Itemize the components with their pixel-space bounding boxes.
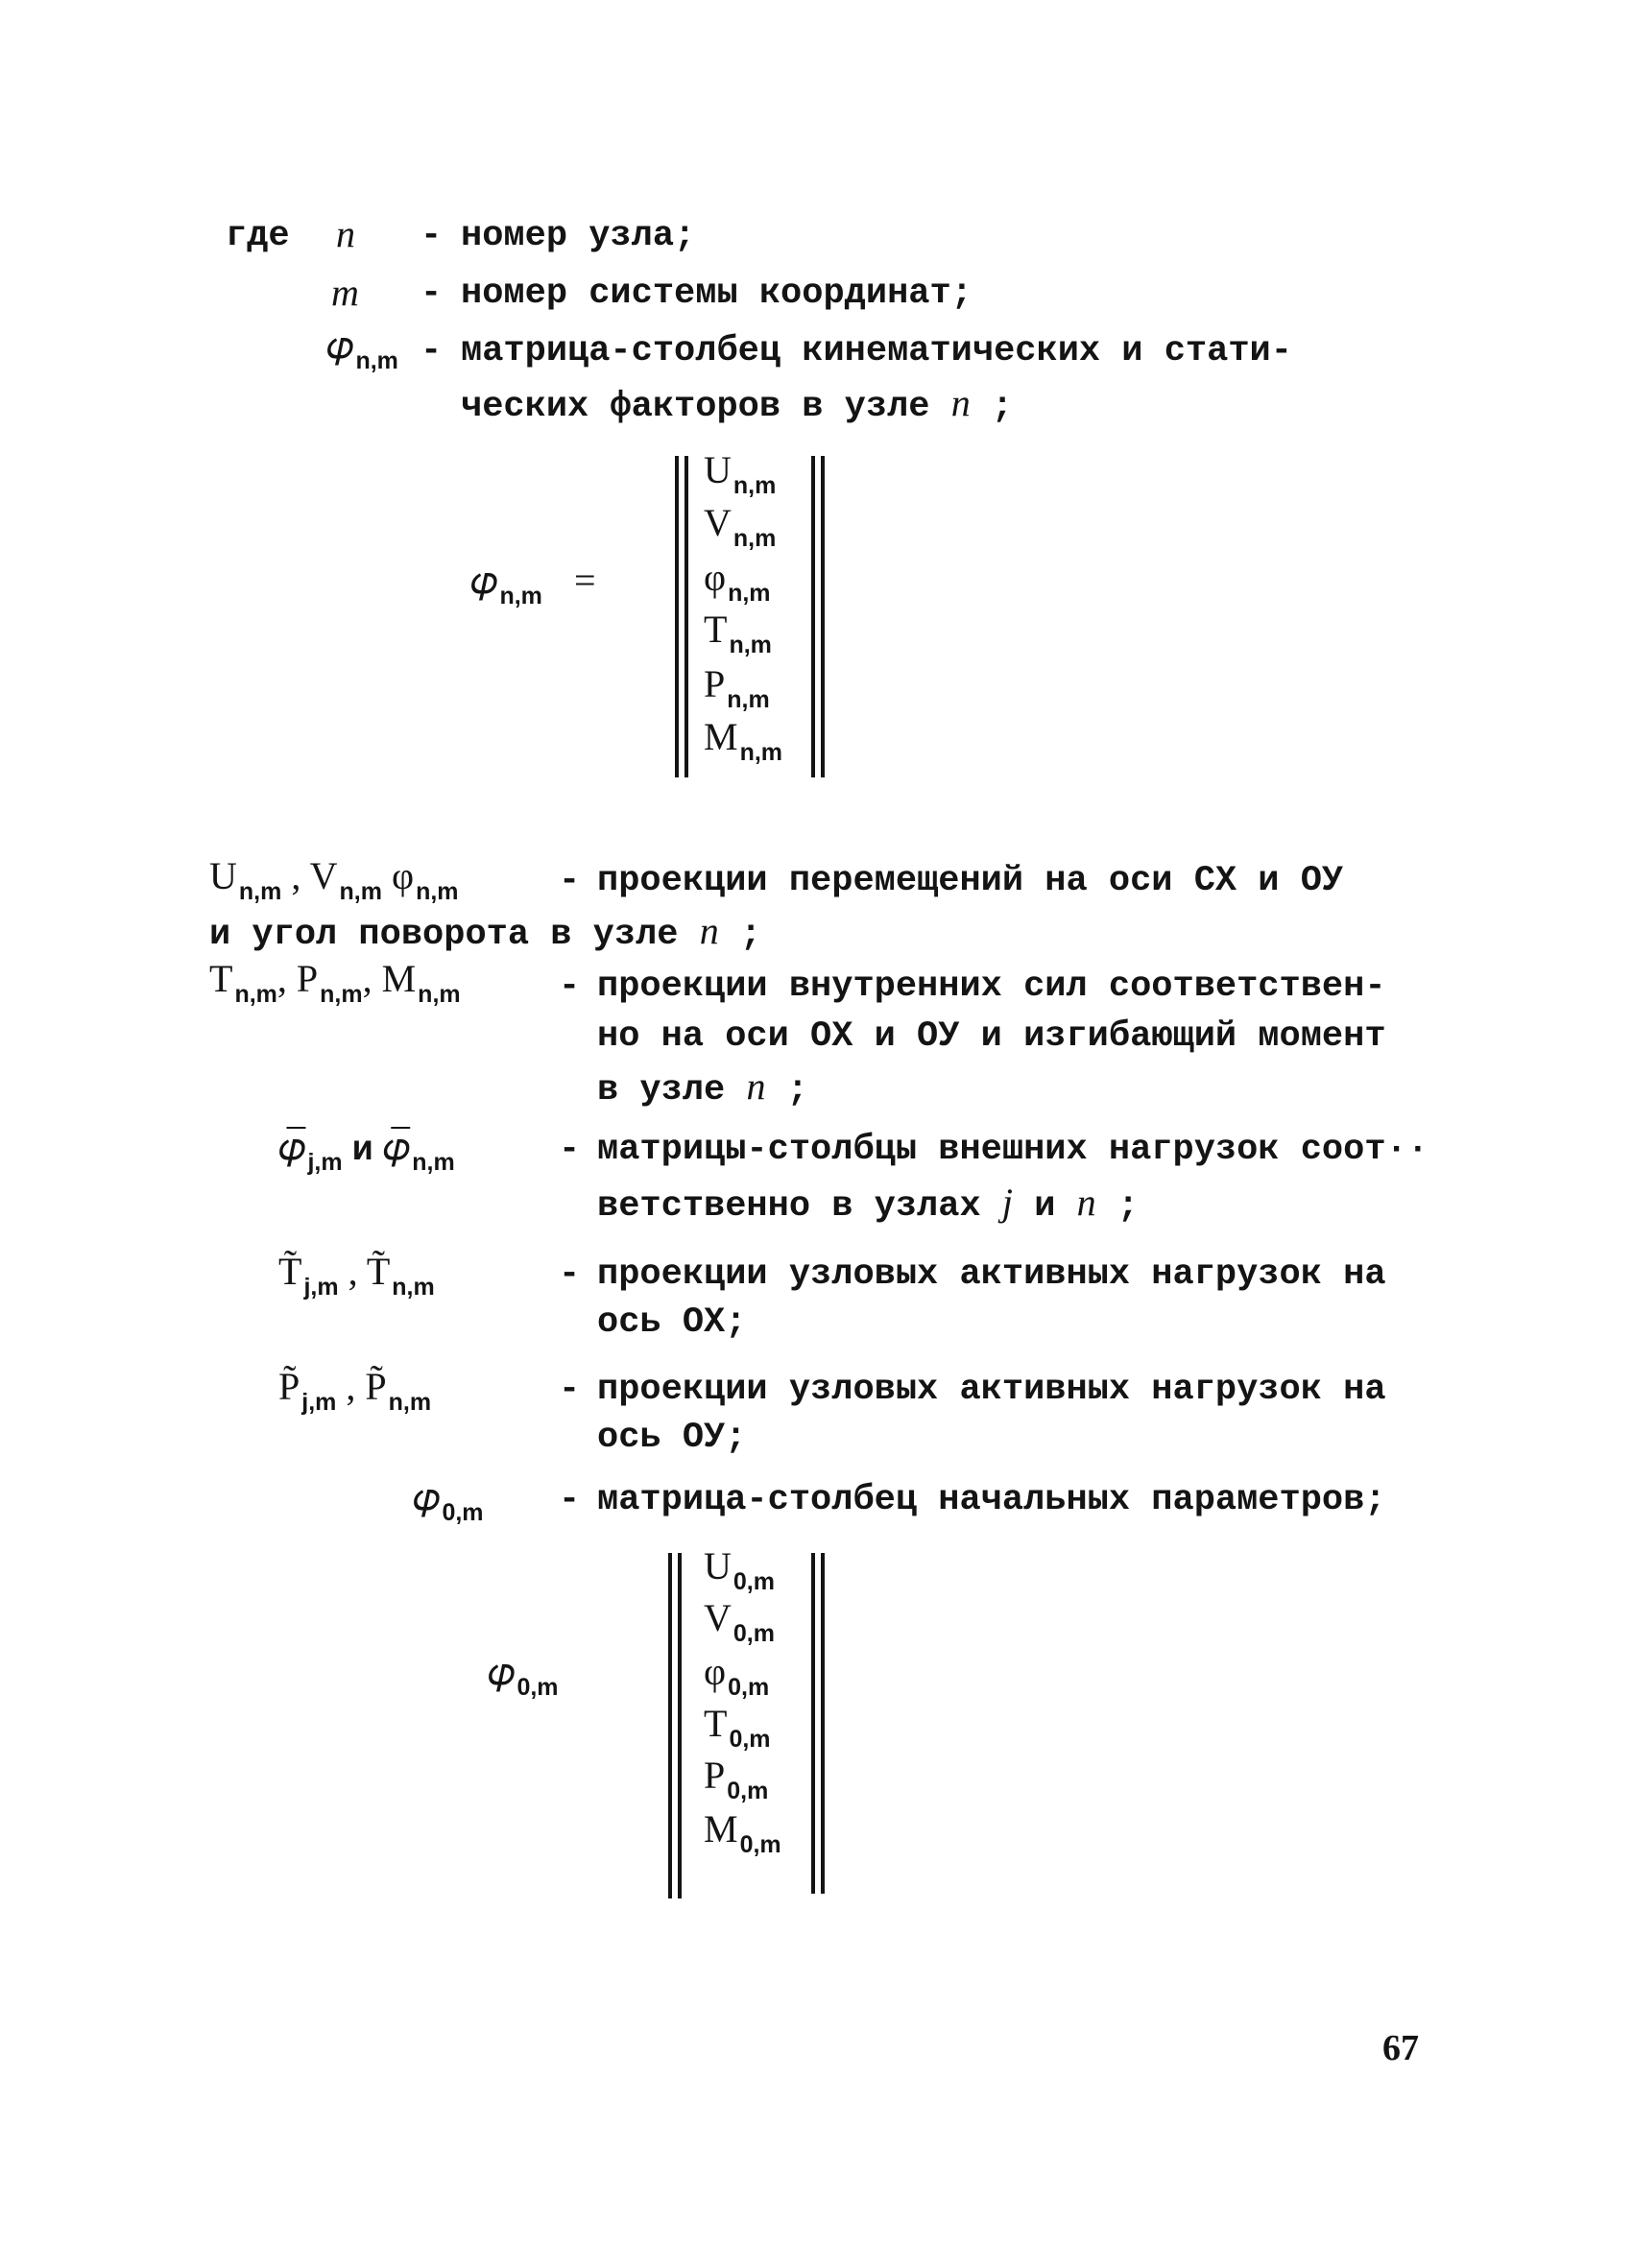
matrix2-right-bars — [811, 1553, 825, 1894]
sym-j: j — [1001, 1181, 1014, 1224]
subscript: j,m — [301, 1389, 337, 1416]
equals-sign: = — [574, 559, 596, 602]
def2-symbols: $T_{n,m}$, $P_{n,m}$, $M_{n,m}$ — [209, 957, 461, 1008]
matrix1-entry-U — [704, 448, 777, 499]
sym-n: n — [699, 909, 719, 952]
phi-glyph: 𝜑 — [413, 1475, 441, 1518]
matrix2-entry-phi — [704, 1650, 770, 1701]
dash: - — [559, 1130, 581, 1170]
P-glyph: P — [296, 957, 319, 1000]
sym-m-text: m — [331, 271, 359, 314]
matrix1-left-bars — [675, 456, 688, 777]
def6-symbol — [413, 1475, 484, 1526]
subscript: n,m — [416, 878, 459, 905]
dash: - — [420, 216, 443, 256]
subscript: n,m — [392, 1274, 435, 1301]
subscript: n,m — [412, 1149, 455, 1176]
matrix1-right-bars — [811, 456, 825, 777]
matrix2-entry-V — [704, 1596, 775, 1647]
def5-line2: ось ОУ; — [597, 1418, 747, 1458]
sym-n: n — [1076, 1181, 1096, 1224]
matrix2-entry-P — [704, 1756, 768, 1803]
subscript: 0,m — [739, 1831, 781, 1858]
def2-line2: но на оси ОХ и ОУ и изгибающий момент — [597, 1016, 1386, 1057]
phi-bar-glyph: 𝜑̅ — [278, 1125, 306, 1168]
T-glyph: T — [209, 957, 233, 1000]
text: и угол поворота в узле — [209, 915, 679, 955]
def-matrix-column-line2 — [461, 381, 1014, 427]
def-coord-system: номер системы координат; — [461, 274, 973, 314]
def2-line3 — [597, 1064, 808, 1110]
def4-line2: ось ОХ; — [597, 1302, 747, 1343]
P-tilde-glyph: P̃ — [278, 1365, 300, 1408]
subscript: n,m — [238, 878, 282, 905]
matrix1-entry-V — [704, 501, 777, 552]
subscript: n,m — [339, 878, 382, 905]
dash: - — [420, 274, 443, 314]
glyph: V — [704, 1596, 732, 1639]
text: ветственно в узлах — [597, 1186, 981, 1227]
glyph: M — [704, 715, 738, 758]
subscript: n,m — [729, 632, 772, 658]
subscript: 0,m — [732, 1568, 775, 1595]
U-glyph: U — [209, 854, 237, 897]
subscript: 0,m — [442, 1499, 484, 1526]
dash: - — [559, 967, 581, 1007]
sym-phi-nm — [326, 323, 398, 374]
sym-m — [331, 271, 359, 314]
subscript: n,m — [355, 347, 398, 374]
def5-symbols — [278, 1365, 432, 1416]
glyph: U — [704, 448, 732, 491]
page-number: 67 — [1382, 2028, 1419, 2068]
phi-glyph: φ — [391, 854, 415, 897]
P-tilde-glyph: P̃ — [365, 1365, 387, 1408]
dash: - — [559, 861, 581, 901]
where-label: где — [226, 216, 290, 256]
and-word: и — [351, 1131, 373, 1171]
glyph: U — [704, 1544, 732, 1588]
subscript: n,m — [499, 583, 542, 609]
dash: - — [420, 331, 443, 371]
subscript: n,m — [739, 739, 783, 766]
matrix1-entry-M — [704, 715, 783, 766]
text: в узле — [597, 1070, 726, 1110]
subscript: n,m — [418, 981, 461, 1008]
glyph: P — [704, 1754, 726, 1797]
def4-line1: проекции узловых активных нагрузок на — [597, 1254, 1386, 1295]
matrix1-entry-phi — [704, 556, 771, 607]
subscript: n,m — [234, 981, 277, 1008]
dash: - — [559, 1254, 581, 1295]
def5-line1: проекции узловых активных нагрузок на — [597, 1370, 1386, 1410]
matrix2-lhs — [488, 1650, 559, 1701]
sym-n: n — [746, 1064, 766, 1108]
comma: , — [348, 1250, 358, 1293]
glyph: V — [704, 501, 732, 544]
matrix2-entry-T — [704, 1702, 771, 1753]
def1-symbols: $U_{n,m}$ , $V_{n,m}$ $\varphi_{n,m}$ — [209, 854, 459, 905]
sym-n-text: n — [336, 212, 355, 255]
sym-n: n — [950, 381, 971, 424]
def6-line1: матрица-столбец начальных параметров; — [597, 1480, 1386, 1520]
def3-symbols — [278, 1125, 455, 1176]
subscript: n,m — [732, 472, 777, 499]
def2-line1: проекции внутренних сил соответствен- — [597, 967, 1386, 1007]
glyph: T — [704, 1702, 728, 1745]
sym-n — [336, 212, 355, 255]
glyph: T — [704, 608, 728, 651]
matrix1-lhs — [470, 561, 542, 609]
def3-line1: матрицы-столбцы внешних нагрузок соот·· — [597, 1130, 1429, 1170]
semicolon: ; — [991, 387, 1014, 427]
matrix2-entry-M — [704, 1807, 781, 1858]
matrix2-left-bars — [668, 1553, 682, 1898]
comma: , — [346, 1365, 356, 1408]
matrix1-entry-T — [704, 610, 772, 657]
semicolon: ; — [786, 1070, 808, 1110]
subscript: j,m — [307, 1149, 343, 1176]
phi-bar-glyph: 𝜑̅ — [382, 1125, 411, 1168]
glyph: M — [704, 1807, 738, 1850]
def4-symbols — [278, 1250, 435, 1301]
phi-glyph: 𝜑 — [470, 559, 498, 602]
def1-line2 — [209, 909, 762, 955]
def3-line2 — [597, 1183, 1139, 1225]
subscript: n,m — [388, 1389, 432, 1416]
def-node-number: номер узла; — [461, 216, 696, 256]
and-word: и — [1034, 1186, 1056, 1227]
matrix1-entry-P — [704, 662, 770, 713]
semicolon: ; — [739, 915, 762, 955]
subscript: n,m — [727, 686, 770, 713]
def-matrix-column-line1: матрица-столбец кинематических и стати- — [461, 331, 1292, 371]
subscript: 0,m — [516, 1674, 559, 1701]
phi-glyph: 𝜑 — [326, 323, 354, 367]
T-tilde-glyph: T̃ — [278, 1250, 302, 1293]
subscript: n,m — [320, 981, 363, 1008]
dash: - — [559, 1370, 581, 1410]
M-glyph: M — [381, 957, 417, 1000]
glyph: φ — [704, 556, 727, 599]
V-glyph: V — [309, 854, 338, 897]
dash: - — [559, 1480, 581, 1520]
def1-line1: проекции перемещений на оси СХ и ОУ — [597, 861, 1344, 901]
subscript: j,m — [303, 1274, 339, 1301]
semicolon: ; — [1117, 1186, 1140, 1227]
text: ческих факторов в узле — [461, 387, 930, 427]
matrix2-entry-U — [704, 1544, 775, 1595]
glyph: P — [704, 662, 726, 705]
subscript: 0,m — [729, 1726, 771, 1753]
subscript: n,m — [728, 580, 771, 607]
subscript: 0,m — [732, 1620, 775, 1647]
T-tilde-glyph: T̃ — [366, 1250, 391, 1293]
subscript: 0,m — [728, 1674, 770, 1701]
subscript: n,m — [732, 525, 777, 552]
subscript: 0,m — [727, 1778, 769, 1804]
phi-glyph: 𝜑 — [488, 1650, 516, 1693]
glyph: φ — [704, 1650, 727, 1693]
